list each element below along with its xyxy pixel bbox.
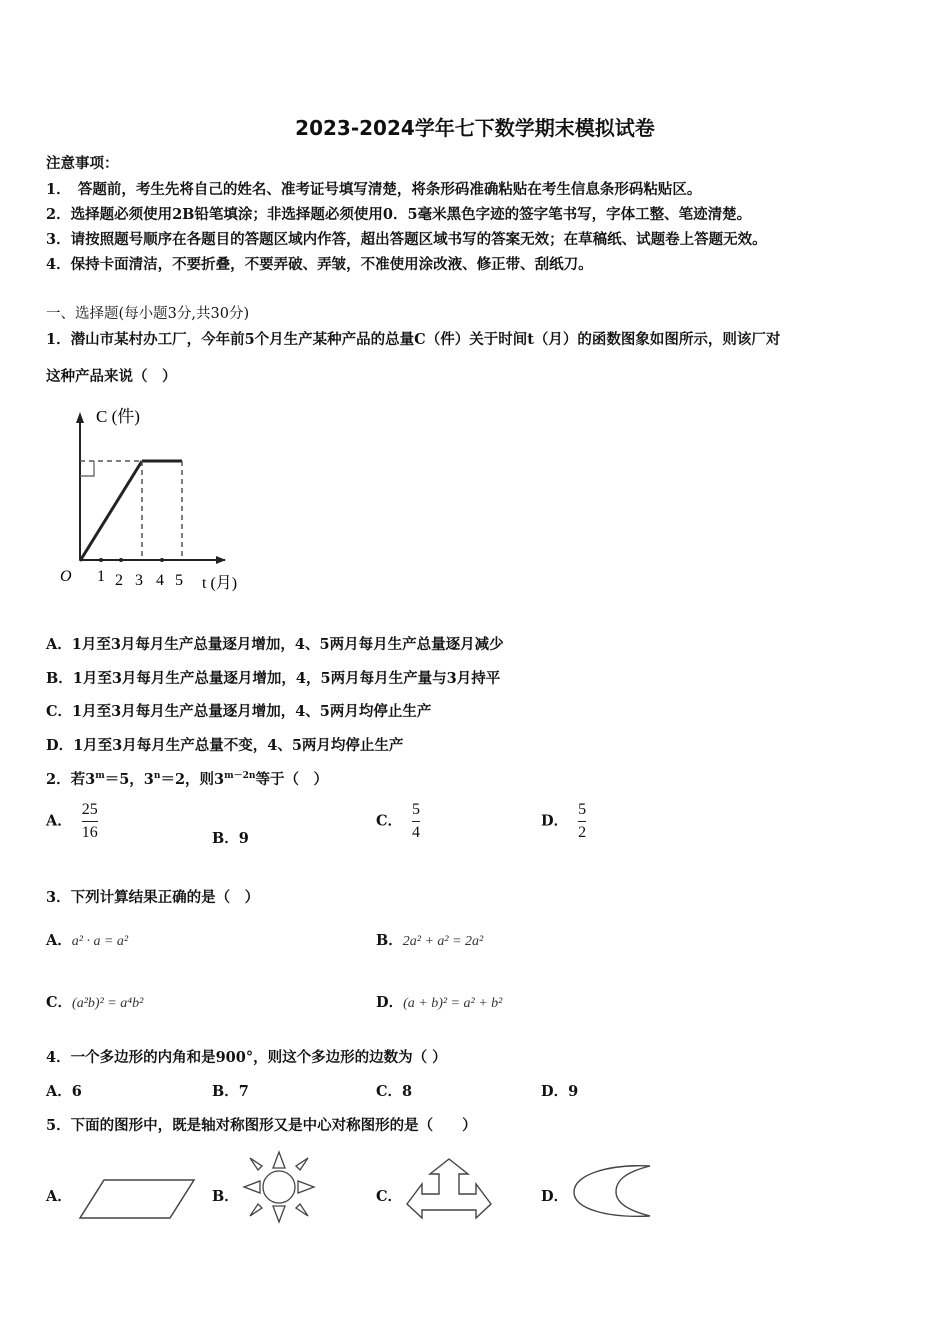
q3-option-a[interactable]: A．a² · a = a² <box>46 932 129 949</box>
arrows-icon[interactable] <box>404 1156 494 1222</box>
q4-stem: 4．一个多边形的内角和是900°，则这个多边形的边数为（ ） <box>46 1049 447 1066</box>
origin-label: O <box>60 568 72 585</box>
q4-option-a[interactable]: A．6 <box>46 1083 82 1100</box>
q1-option-c[interactable]: C．1月至3月每月生产总量逐月增加，4、5两月均停止生产 <box>46 703 432 720</box>
q5-stem: 5．下面的图形中，既是轴对称图形又是中心对称图形的是（ ） <box>46 1117 477 1134</box>
tick-label: 4 <box>156 572 164 589</box>
q4-option-d[interactable]: D．9 <box>541 1083 579 1100</box>
sun-icon[interactable] <box>238 1146 320 1228</box>
q5-option-a-label[interactable]: A． <box>46 1188 72 1205</box>
corner-marker <box>80 461 94 476</box>
q4-option-b[interactable]: B．7 <box>212 1083 249 1100</box>
q1-stem-line1: 1．潜山市某村办工厂，今年前5个月生产某种产品的总量C（件）关于时间t（月）的函数图象如图所示，则该厂对 <box>46 331 781 348</box>
notice-item-3: 3．请按照题号顺序在各题目的答题区域内作答，超出答题区域书写的答案无效；在草稿纸、试题卷上答题无效。 <box>46 231 767 248</box>
notice-item-1: 1． 答题前，考生先将自己的姓名、准考证号填写清楚，将条形码准确粘贴在考生信息条形码粘贴区。 <box>46 181 702 198</box>
q1-option-b[interactable]: B．1月至3月每月生产总量逐月增加，4，5两月每月生产量与3月持平 <box>46 670 501 687</box>
q2-stem: 2．若$3^m=5$，$3^n=2$，则$3^{m-2n}$等于（ ） <box>46 771 328 788</box>
tick-dot <box>119 558 123 562</box>
q1-option-d[interactable]: D．1月至3月每月生产总量不变，4、5两月均停止生产 <box>46 737 404 754</box>
notice-heading: 注意事项： <box>46 155 119 172</box>
q1-function-graph <box>50 398 270 598</box>
q5-option-d-label[interactable]: D． <box>541 1188 569 1205</box>
q2-option-a[interactable]: A． $\frac{25}{16}$ <box>46 801 98 841</box>
q1-stem-line2: 这种产品来说（ ） <box>46 368 177 385</box>
q5-option-b-label[interactable]: B． <box>212 1188 239 1205</box>
x-axis-label: t (月) <box>202 575 238 592</box>
section-heading: 一、选择题(每小题3分,共30分) <box>46 306 250 322</box>
q2-option-c[interactable]: C． $\frac{5}{4}$ <box>376 801 421 841</box>
q3-option-c[interactable]: C．(a²b)² = a⁴b² <box>46 994 144 1011</box>
q2-option-b[interactable]: B．9 <box>212 830 249 847</box>
q3-option-b[interactable]: B．2a² + a² = 2a² <box>376 932 484 949</box>
tick-label: 5 <box>175 572 183 589</box>
q5-option-c-label[interactable]: C． <box>376 1188 403 1205</box>
notice-item-2: 2．选择题必须使用2B铅笔填涂；非选择题必须使用0．5毫米黑色字迹的签字笔书写，字体工整、笔迹清楚。 <box>46 206 752 223</box>
x-axis-arrow <box>216 556 226 564</box>
y-axis-label: C (件) <box>96 407 140 426</box>
tick-dot <box>160 558 164 562</box>
y-axis-arrow <box>76 412 84 423</box>
q2-option-d[interactable]: D． $\frac{5}{2}$ <box>541 801 587 841</box>
q3-stem: 3．下列计算结果正确的是（ ） <box>46 889 260 906</box>
tick-label: 2 <box>115 572 123 589</box>
q1-option-a[interactable]: A．1月至3月每月生产总量逐月增加，4、5两月每月生产总量逐月减少 <box>46 636 504 653</box>
crescent-icon[interactable] <box>570 1162 654 1220</box>
tick-label: 3 <box>135 572 143 589</box>
notice-item-4: 4．保持卡面清洁，不要折叠，不要弄破、弄皱，不准使用涂改液、修正带、刮纸刀。 <box>46 256 593 273</box>
tick-dot <box>99 558 103 562</box>
q3-option-d[interactable]: D．(a + b)² = a² + b² <box>376 994 503 1011</box>
q4-option-c[interactable]: C．8 <box>376 1083 413 1100</box>
parallelogram-icon[interactable] <box>76 1176 198 1222</box>
page-title: 2023-2024学年七下数学期末模拟试卷 <box>295 116 655 140</box>
tick-label: 1 <box>97 568 105 585</box>
